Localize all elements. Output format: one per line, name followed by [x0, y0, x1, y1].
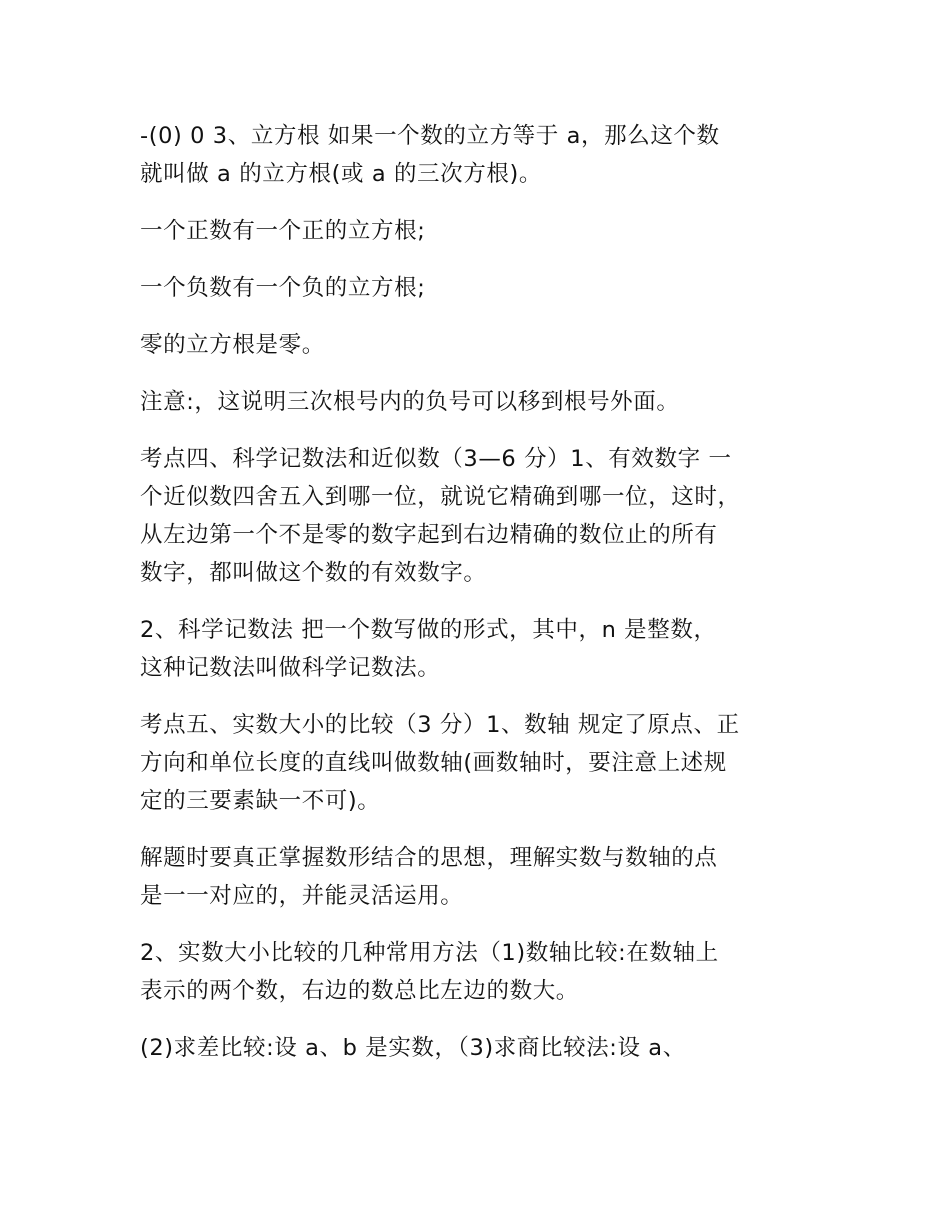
paragraph-difference-quotient: [140, 1029, 820, 1067]
text-line: 方向和单位长度的直线叫做数轴(画数轴时，要注意上述规: [140, 750, 727, 776]
text-line: 个近似数四舍五入到哪一位，就说它精确到哪一位，这时，: [140, 484, 741, 510]
text-line: 2、实数大小比较的几种常用方法（1)数轴比较:在数轴上: [140, 940, 719, 966]
text-line: 定的三要素缺一不可)。: [140, 788, 381, 814]
text-line: 一个正数有一个正的立方根;: [140, 218, 426, 244]
text-line: 这种记数法叫做科学记数法。: [140, 655, 441, 681]
text-line: 注意:，这说明三次根号内的负号可以移到根号外面。: [140, 389, 680, 415]
text-line: (2)求差比较:设 a、b 是实数，（3)求商比较法:设 a、: [140, 1035, 686, 1061]
paragraph-number-shape: [140, 839, 820, 915]
paragraph-zero-cube-root: [140, 326, 820, 364]
paragraph-cube-root-definition: [140, 117, 820, 193]
text-line: 数字，都叫做这个数的有效数字。: [140, 560, 487, 586]
paragraph-note: [140, 383, 820, 421]
text-line: 就叫做 a 的立方根(或 a 的三次方根)。: [140, 161, 542, 187]
text-line: 从左边第一个不是零的数字起到右边精确的数位止的所有: [140, 522, 718, 548]
paragraph-number-line: [140, 706, 820, 820]
text-line: 零的立方根是零。: [140, 332, 325, 358]
text-line: 一个负数有一个负的立方根;: [140, 275, 426, 301]
text-line: 2、科学记数法 把一个数写做的形式，其中，n 是整数，: [140, 617, 717, 643]
text-line: 考点五、实数大小的比较（3 分）1、数轴 规定了原点、正: [140, 712, 740, 738]
paragraph-comparison-methods: [140, 934, 820, 1010]
text-line: 考点四、科学记数法和近似数（3—6 分）1、有效数字 一: [140, 446, 732, 472]
paragraph-positive-cube-root: [140, 212, 820, 250]
text-line: 解题时要真正掌握数形结合的思想，理解实数与数轴的点: [140, 845, 718, 871]
text-line: 表示的两个数，右边的数总比左边的数大。: [140, 978, 579, 1004]
document-body: [140, 117, 820, 1086]
paragraph-scientific-notation: [140, 611, 820, 687]
paragraph-negative-cube-root: [140, 269, 820, 307]
paragraph-significant-figures: [140, 440, 820, 592]
text-line: 是一一对应的，并能灵活运用。: [140, 883, 464, 909]
text-line: -(0) 0 3、立方根 如果一个数的立方等于 a，那么这个数: [140, 123, 720, 149]
